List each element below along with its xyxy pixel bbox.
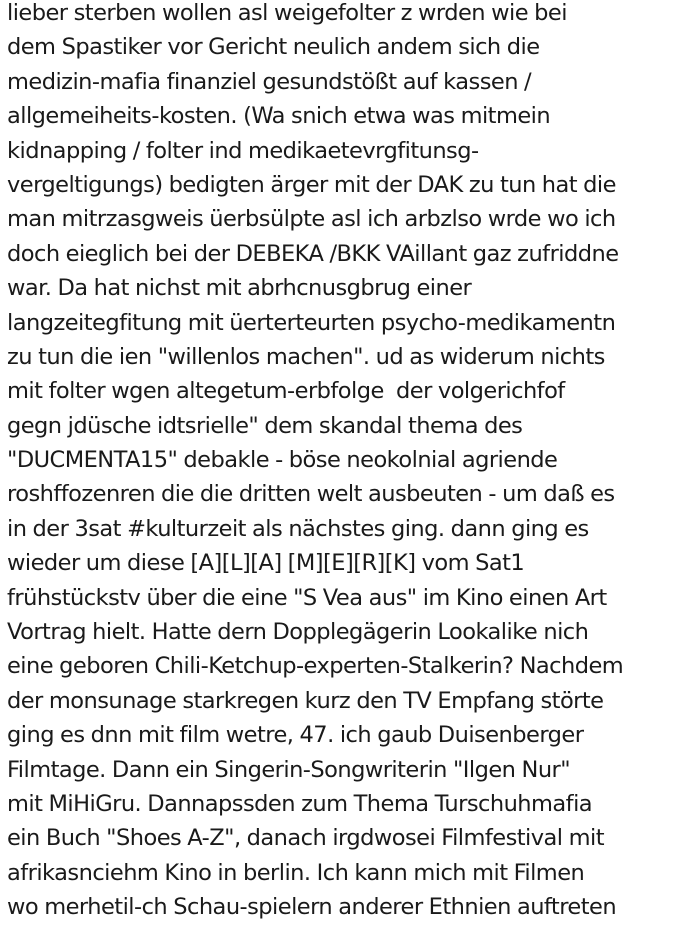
text-line: mit MiHiGru. Dannapssden zum Thema Turschuhmafia: [7, 790, 593, 817]
text-line: Vortrag hielt. Hatte dern Dopplegägerin Lookalike nich: [7, 619, 589, 646]
document-body-text: [7, 0, 684, 925]
text-line: frühstückstv über die eine "S Vea aus" im Kino einen Art: [7, 584, 607, 611]
text-line: kidnapping / folter ind medikaetevrgfitunsg-: [7, 137, 479, 164]
document-page: [7, 0, 684, 925]
text-line: gegn jdüsche idtsrielle" dem skandal thema des: [7, 412, 523, 439]
text-line: wo merhetil-ch Schau-spielern anderer Ethnien auftreten: [7, 894, 617, 921]
text-line: langzeitegfitung mit üerterteurten psycho-medikamentn: [7, 309, 616, 336]
text-line: zu tun die ien "willenlos machen". ud as widerum nichts: [7, 343, 605, 370]
text-line: lieber sterben wollen asl weigefolter z wrden wie bei: [7, 0, 567, 26]
text-line: "DUCMENTA15" debakle - böse neokolnial agriende: [7, 447, 558, 474]
text-line: medizin-mafia finanziel gesundstößt auf kassen /: [7, 68, 532, 95]
text-line: Filmtage. Dann ein Singerin-Songwriterin "Ilgen Nur": [7, 756, 571, 783]
text-line: vergeltigungs) bedigten ärger mit der DAK zu tun hat die: [7, 171, 616, 198]
text-line: der monsunage starkregen kurz den TV Empfang störte: [7, 687, 604, 714]
text-line: eine geboren Chili-Ketchup-experten-Stalkerin? Nachdem: [7, 653, 624, 680]
text-line: doch eieglich bei der DEBEKA /BKK VAillant gaz zufriddne: [7, 240, 619, 267]
text-line: ging es dnn mit film wetre, 47. ich gaub Duisenberger: [7, 722, 584, 749]
text-line: roshffozenren die die dritten welt ausbeuten - um daß es: [7, 481, 615, 508]
text-line: wieder um diese [A][L][A] [M][E][R][K] vom Sat1: [7, 550, 525, 577]
text-line: ein Buch "Shoes A-Z", danach irgdwosei Filmfestival mit: [7, 825, 605, 852]
text-line: mit folter wgen altegetum-erbfolge der volgerichfof: [7, 378, 565, 405]
text-line: war. Da hat nichst mit abrhcnusgbrug einer: [7, 275, 472, 302]
text-line: in der 3sat #kulturzeit als nächstes ging. dann ging es: [7, 515, 589, 542]
text-line: dem Spastiker vor Gericht neulich andem sich die: [7, 34, 540, 61]
text-line: afrikasnciehm Kino in berlin. Ich kann mich mit Filmen: [7, 859, 585, 886]
text-line: allgemeiheits-kosten. (Wa snich etwa was mitmein: [7, 103, 551, 130]
text-line: man mitrzasgweis üerbsülpte asl ich arbzlso wrde wo ich: [7, 206, 616, 233]
